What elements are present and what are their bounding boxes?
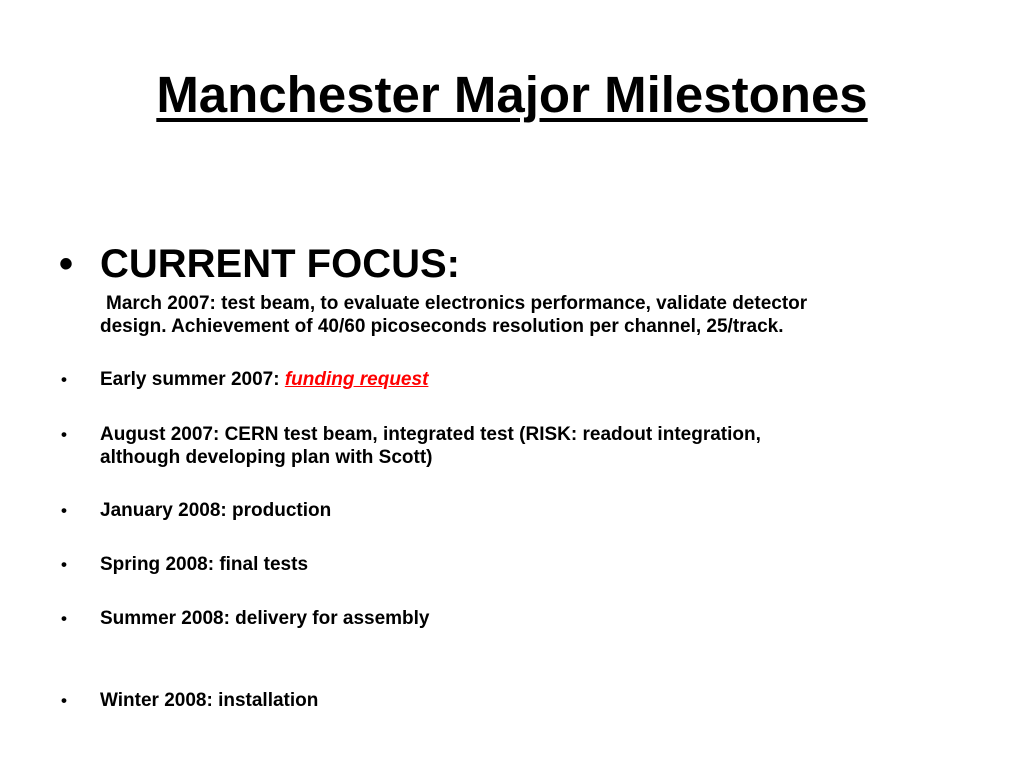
current-focus-heading: CURRENT FOCUS: — [100, 242, 460, 286]
milestone-label-line2: although developing plan with Scott) — [100, 447, 433, 468]
bullet-dot: • — [61, 609, 67, 628]
bullet-dot: • — [61, 691, 67, 710]
funding-request-link[interactable]: funding request — [284, 369, 429, 390]
bullet-dot: • — [61, 555, 67, 574]
milestone-label: Spring 2008: final tests — [100, 554, 309, 575]
current-focus-detail — [100, 292, 970, 338]
current-focus-detail-line1: March 2007: test beam, to evaluate electronics performance, validate detector — [106, 293, 808, 314]
current-focus-detail-line2: design. Achievement of 40/60 picoseconds resolution per channel, 25/track. — [100, 316, 784, 337]
bullet-dot: • — [61, 501, 67, 520]
slide-title: Manchester Major Milestones — [156, 66, 868, 123]
milestone-label: Early summer 2007: — [100, 369, 285, 390]
milestone-label: Summer 2008: delivery for assembly — [100, 608, 430, 629]
bullet-dot: • — [59, 242, 74, 286]
milestone-label-line1: August 2007: CERN test beam, integrated test (RISK: readout integration, — [100, 424, 761, 445]
milestone-label: Winter 2008: installation — [100, 690, 319, 711]
milestone-label: January 2008: production — [100, 500, 332, 521]
bullet-dot: • — [61, 370, 67, 389]
bullet-dot: • — [61, 425, 67, 444]
